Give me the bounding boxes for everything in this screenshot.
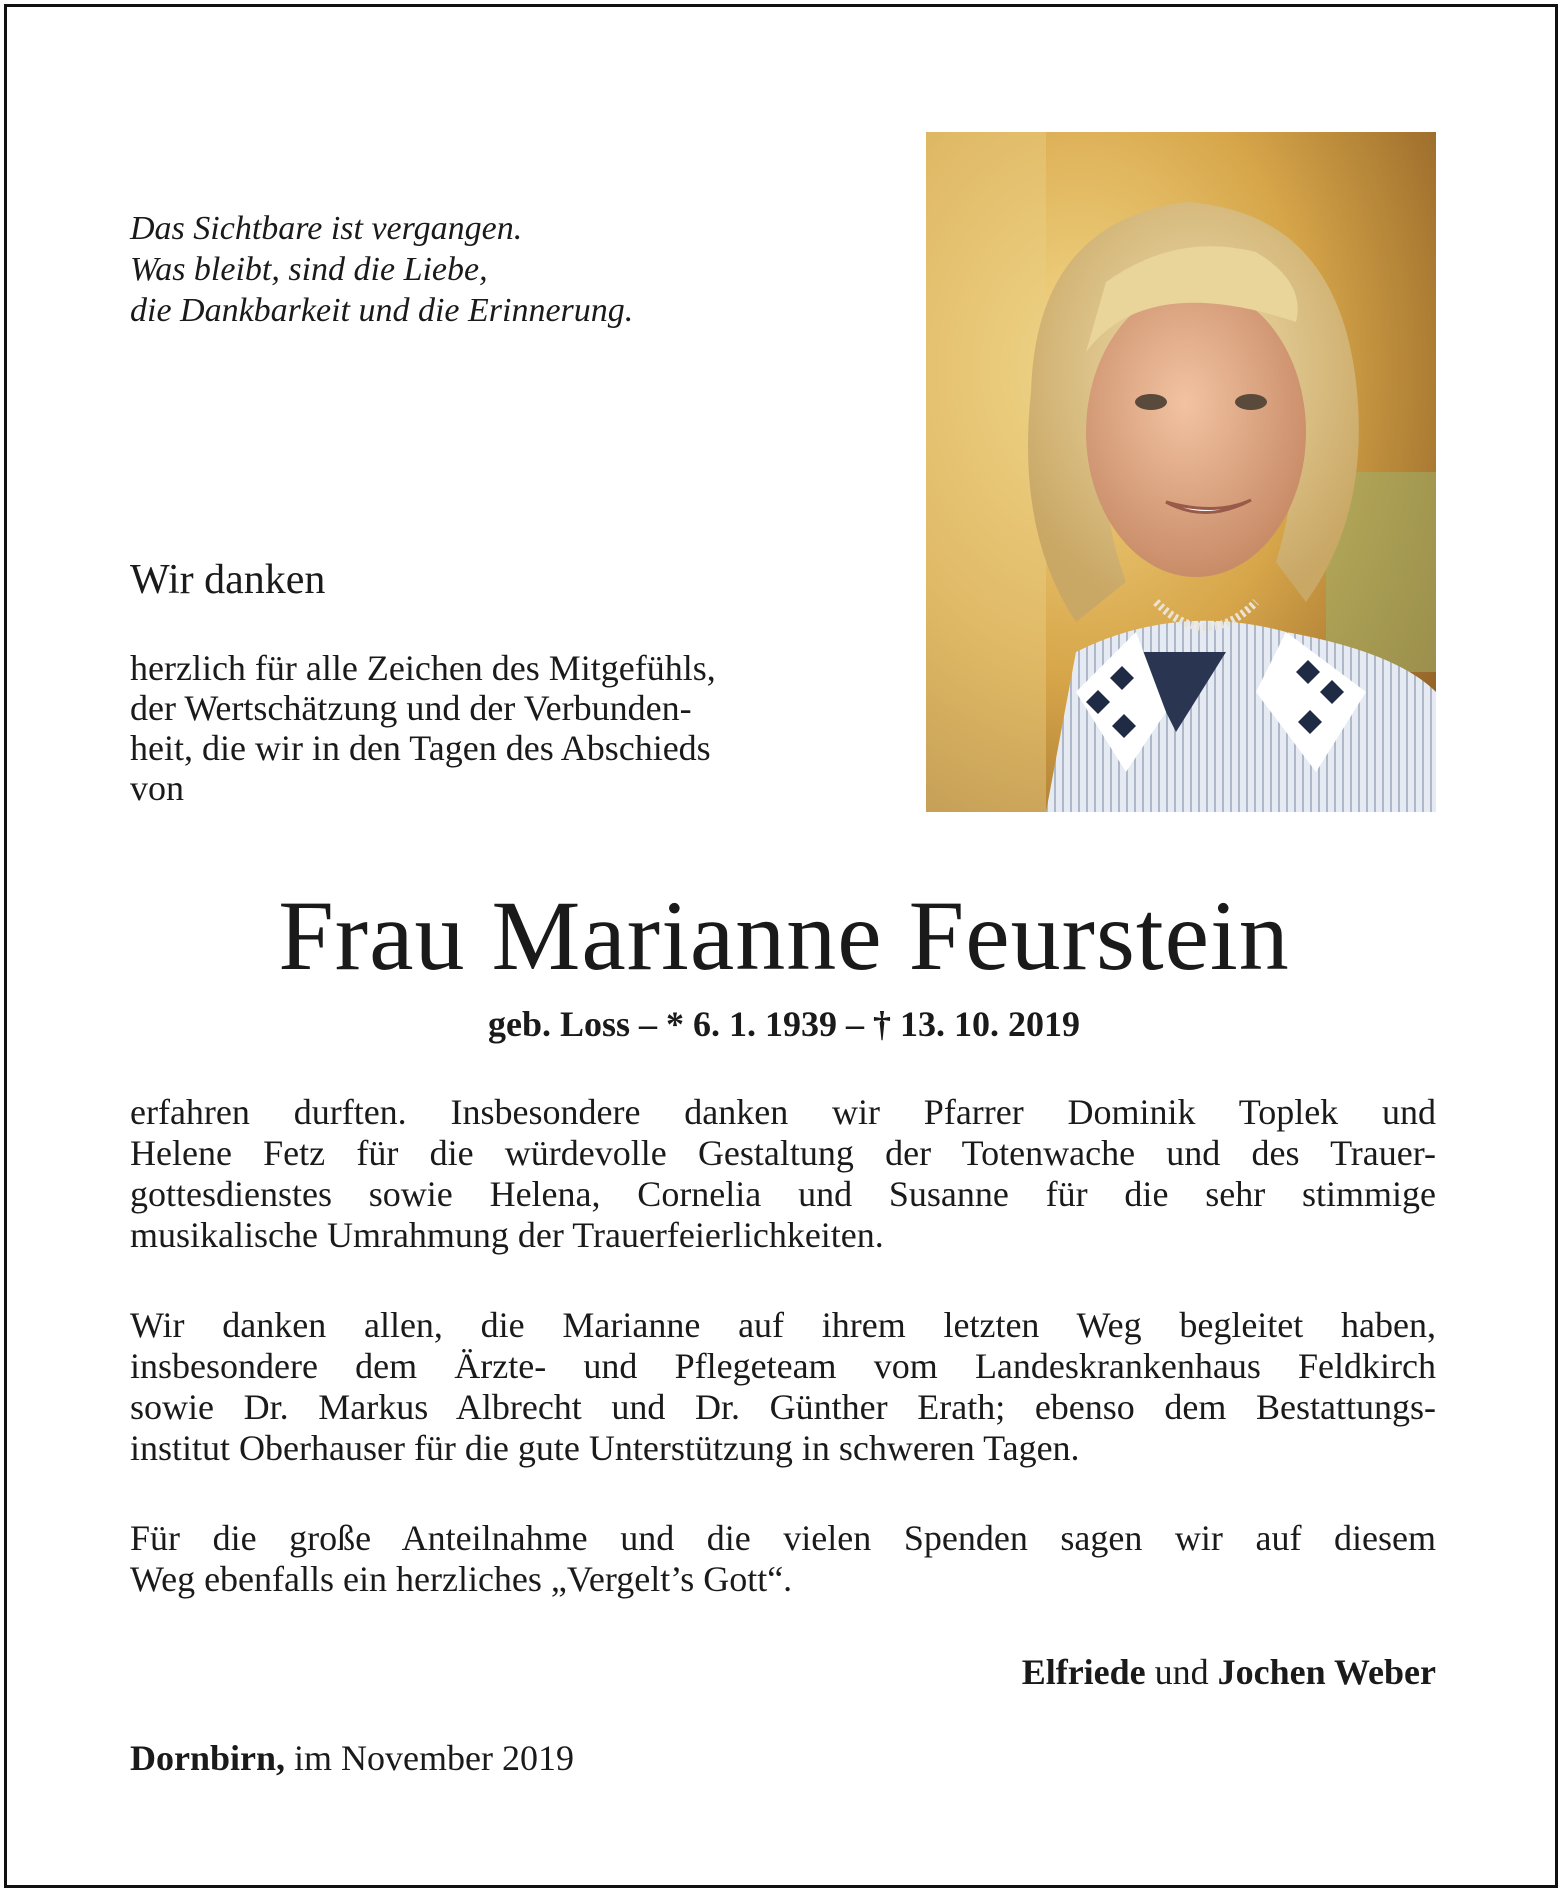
portrait-photo (926, 132, 1436, 812)
place-date (130, 1736, 574, 1780)
deceased-details: geb. Loss – * 6. 1. 1939 – † 13. 10. 2019 (487, 1004, 1081, 1044)
quote-line: Das Sichtbare ist vergangen. (130, 210, 523, 247)
paragraph-line: Weg ebenfalls ein herzliches „Vergelt’s Gott“. (130, 1559, 793, 1599)
paragraph-line: sowie Dr. Markus Albrecht und Dr. Günther Erath; ebenso dem Bestattungs- (130, 1387, 1436, 1427)
paragraph-2 (130, 1305, 1436, 1469)
paragraph-line: erfahren durften. Insbesondere danken wir Pfarrer Dominik Toplek und (130, 1092, 1436, 1132)
paragraph-line: musikalische Umrahmung der Trauerfeierlichkeiten. (130, 1215, 884, 1255)
intro-line: herzlich für alle Zeichen des Mitgefühls, (130, 648, 716, 688)
intro-text (130, 648, 830, 808)
memorial-quote (130, 208, 770, 331)
signature-name-2: Jochen Weber (1217, 1652, 1436, 1692)
paragraph-line: gottesdienstes sowie Helena, Cornelia und Susanne für die sehr stimmige (130, 1174, 1436, 1214)
paragraph-line: Für die große Anteilnahme und die vielen Spenden sagen wir auf diesem (130, 1518, 1436, 1558)
paragraph-1 (130, 1092, 1436, 1256)
quote-line: die Dankbarkeit und die Erinnerung. (130, 292, 634, 329)
paragraph-3 (130, 1518, 1436, 1600)
paragraph-line: insbesondere dem Ärzte- und Pflegeteam vom Landeskrankenhaus Feldkirch (130, 1346, 1436, 1386)
date: im November 2019 (294, 1738, 574, 1778)
signature-connector: und (1154, 1652, 1209, 1692)
paragraph-line: Helene Fetz für die würdevolle Gestaltung der Totenwache und des Trauer- (130, 1133, 1436, 1173)
thanks-heading: Wir danken (130, 557, 326, 603)
quote-line: Was bleibt, sind die Liebe, (130, 251, 488, 288)
signature (1022, 1650, 1436, 1694)
deceased-name: Frau Marianne Feurstein (278, 880, 1290, 991)
place: Dornbirn, (130, 1738, 286, 1778)
intro-line: heit, die wir in den Tagen des Abschieds (130, 728, 711, 768)
paragraph-line: institut Oberhauser für die gute Unterstützung in schweren Tagen. (130, 1428, 1080, 1468)
signature-name-1: Elfriede (1021, 1652, 1146, 1692)
paragraph-line: Wir danken allen, die Marianne auf ihrem letzten Weg begleitet haben, (130, 1305, 1436, 1345)
intro-line: der Wertschätzung und der Verbunden- (130, 688, 692, 728)
intro-line: von (130, 768, 184, 808)
